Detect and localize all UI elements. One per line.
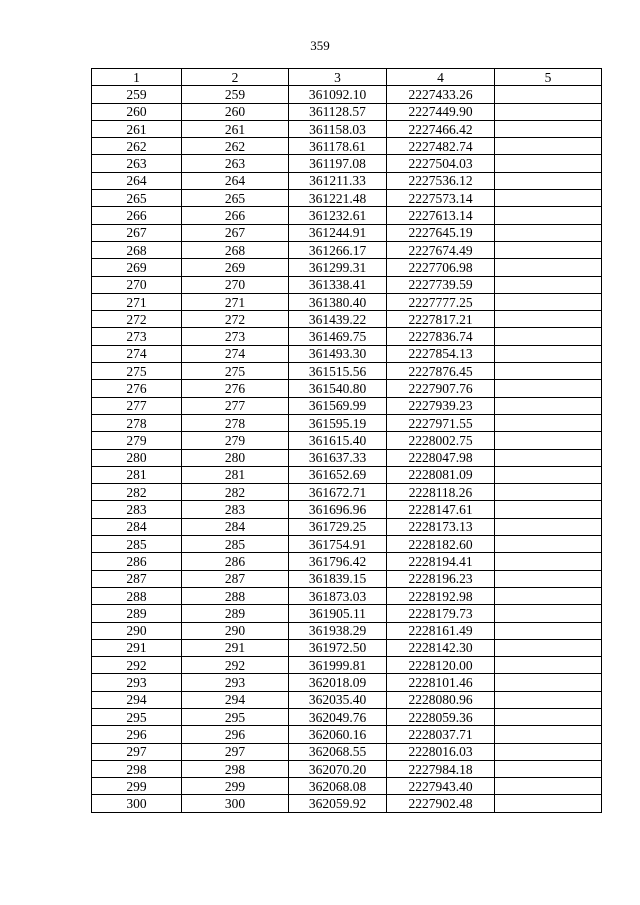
y-coordinate-cell: 2228182.60	[387, 536, 495, 553]
table-row	[92, 587, 602, 604]
note-cell	[495, 86, 602, 103]
point-number-cell: 264	[92, 172, 182, 189]
note-cell	[495, 224, 602, 241]
y-coordinate-cell: 2227939.23	[387, 397, 495, 414]
point-id-cell: 271	[182, 293, 289, 310]
point-id-cell: 297	[182, 743, 289, 760]
y-coordinate-cell: 2227504.03	[387, 155, 495, 172]
note-cell	[495, 103, 602, 120]
point-id-cell: 266	[182, 207, 289, 224]
x-coordinate-cell: 362049.76	[289, 708, 387, 725]
table-row	[92, 553, 602, 570]
y-coordinate-cell: 2227836.74	[387, 328, 495, 345]
point-number-cell: 263	[92, 155, 182, 172]
column-header-2: 2	[182, 69, 289, 86]
table-row	[92, 466, 602, 483]
point-number-cell: 270	[92, 276, 182, 293]
point-number-cell: 300	[92, 795, 182, 812]
x-coordinate-cell: 362070.20	[289, 760, 387, 777]
column-header-4: 4	[387, 69, 495, 86]
note-cell	[495, 414, 602, 431]
point-id-cell: 280	[182, 449, 289, 466]
x-coordinate-cell: 362018.09	[289, 674, 387, 691]
table-row	[92, 190, 602, 207]
point-number-cell: 299	[92, 778, 182, 795]
x-coordinate-cell: 361873.03	[289, 587, 387, 604]
point-number-cell: 272	[92, 311, 182, 328]
x-coordinate-cell: 361178.61	[289, 138, 387, 155]
point-id-cell: 287	[182, 570, 289, 587]
note-cell	[495, 674, 602, 691]
x-coordinate-cell: 361232.61	[289, 207, 387, 224]
table-row	[92, 155, 602, 172]
y-coordinate-cell: 2228147.61	[387, 501, 495, 518]
point-number-cell: 279	[92, 432, 182, 449]
point-id-cell: 274	[182, 345, 289, 362]
point-id-cell: 275	[182, 363, 289, 380]
note-cell	[495, 276, 602, 293]
point-id-cell: 300	[182, 795, 289, 812]
y-coordinate-cell: 2228080.96	[387, 691, 495, 708]
point-id-cell: 272	[182, 311, 289, 328]
note-cell	[495, 466, 602, 483]
point-id-cell: 265	[182, 190, 289, 207]
x-coordinate-cell: 362035.40	[289, 691, 387, 708]
x-coordinate-cell: 361221.48	[289, 190, 387, 207]
x-coordinate-cell: 361754.91	[289, 536, 387, 553]
table-header-row	[92, 69, 602, 86]
note-cell	[495, 726, 602, 743]
column-header-5: 5	[495, 69, 602, 86]
y-coordinate-cell: 2227777.25	[387, 293, 495, 310]
point-number-cell: 292	[92, 657, 182, 674]
table-row	[92, 86, 602, 103]
point-id-cell: 268	[182, 241, 289, 258]
x-coordinate-cell: 362059.92	[289, 795, 387, 812]
y-coordinate-cell: 2227739.59	[387, 276, 495, 293]
point-id-cell: 277	[182, 397, 289, 414]
x-coordinate-cell: 361672.71	[289, 484, 387, 501]
y-coordinate-cell: 2227984.18	[387, 760, 495, 777]
y-coordinate-cell: 2228016.03	[387, 743, 495, 760]
point-id-cell: 263	[182, 155, 289, 172]
point-number-cell: 280	[92, 449, 182, 466]
column-header-3: 3	[289, 69, 387, 86]
point-number-cell: 259	[92, 86, 182, 103]
table-row	[92, 172, 602, 189]
table-row	[92, 657, 602, 674]
point-number-cell: 268	[92, 241, 182, 258]
table-row	[92, 432, 602, 449]
y-coordinate-cell: 2228047.98	[387, 449, 495, 466]
x-coordinate-cell: 361839.15	[289, 570, 387, 587]
note-cell	[495, 380, 602, 397]
point-id-cell: 270	[182, 276, 289, 293]
note-cell	[495, 518, 602, 535]
point-id-cell: 260	[182, 103, 289, 120]
x-coordinate-cell: 361938.29	[289, 622, 387, 639]
point-id-cell: 264	[182, 172, 289, 189]
y-coordinate-cell: 2227433.26	[387, 86, 495, 103]
x-coordinate-cell: 362068.55	[289, 743, 387, 760]
point-number-cell: 289	[92, 605, 182, 622]
x-coordinate-cell: 361197.08	[289, 155, 387, 172]
x-coordinate-cell: 361999.81	[289, 657, 387, 674]
y-coordinate-cell: 2227645.19	[387, 224, 495, 241]
table-row	[92, 120, 602, 137]
table-row	[92, 484, 602, 501]
table-row	[92, 345, 602, 362]
x-coordinate-cell: 361266.17	[289, 241, 387, 258]
point-id-cell: 299	[182, 778, 289, 795]
point-id-cell: 290	[182, 622, 289, 639]
point-number-cell: 267	[92, 224, 182, 241]
y-coordinate-cell: 2228173.13	[387, 518, 495, 535]
y-coordinate-cell: 2227817.21	[387, 311, 495, 328]
point-id-cell: 284	[182, 518, 289, 535]
point-id-cell: 262	[182, 138, 289, 155]
point-id-cell: 286	[182, 553, 289, 570]
x-coordinate-cell: 361493.30	[289, 345, 387, 362]
point-number-cell: 285	[92, 536, 182, 553]
note-cell	[495, 622, 602, 639]
table-row	[92, 380, 602, 397]
point-id-cell: 288	[182, 587, 289, 604]
table-row	[92, 518, 602, 535]
point-id-cell: 269	[182, 259, 289, 276]
note-cell	[495, 155, 602, 172]
x-coordinate-cell: 361158.03	[289, 120, 387, 137]
note-cell	[495, 708, 602, 725]
table-row	[92, 536, 602, 553]
point-id-cell: 278	[182, 414, 289, 431]
y-coordinate-cell: 2228179.73	[387, 605, 495, 622]
note-cell	[495, 311, 602, 328]
note-cell	[495, 293, 602, 310]
point-id-cell: 293	[182, 674, 289, 691]
note-cell	[495, 639, 602, 656]
point-id-cell: 294	[182, 691, 289, 708]
point-number-cell: 297	[92, 743, 182, 760]
table-row	[92, 605, 602, 622]
page-number: 359	[310, 38, 330, 53]
point-number-cell: 281	[92, 466, 182, 483]
point-id-cell: 273	[182, 328, 289, 345]
note-cell	[495, 345, 602, 362]
y-coordinate-cell: 2228081.09	[387, 466, 495, 483]
x-coordinate-cell: 361652.69	[289, 466, 387, 483]
note-cell	[495, 190, 602, 207]
point-id-cell: 259	[182, 86, 289, 103]
note-cell	[495, 449, 602, 466]
table-row	[92, 138, 602, 155]
point-number-cell: 290	[92, 622, 182, 639]
note-cell	[495, 587, 602, 604]
point-id-cell: 292	[182, 657, 289, 674]
table-row	[92, 103, 602, 120]
point-number-cell: 286	[92, 553, 182, 570]
point-number-cell: 262	[92, 138, 182, 155]
point-number-cell: 295	[92, 708, 182, 725]
note-cell	[495, 657, 602, 674]
table-row	[92, 363, 602, 380]
y-coordinate-cell: 2227706.98	[387, 259, 495, 276]
table-row	[92, 397, 602, 414]
note-cell	[495, 536, 602, 553]
note-cell	[495, 743, 602, 760]
note-cell	[495, 138, 602, 155]
y-coordinate-cell: 2228196.23	[387, 570, 495, 587]
table-body	[92, 86, 602, 812]
table-row	[92, 259, 602, 276]
point-id-cell: 289	[182, 605, 289, 622]
y-coordinate-cell: 2228192.98	[387, 587, 495, 604]
y-coordinate-cell: 2227907.76	[387, 380, 495, 397]
note-cell	[495, 363, 602, 380]
note-cell	[495, 207, 602, 224]
note-cell	[495, 570, 602, 587]
point-number-cell: 283	[92, 501, 182, 518]
note-cell	[495, 484, 602, 501]
x-coordinate-cell: 361469.75	[289, 328, 387, 345]
x-coordinate-cell: 361439.22	[289, 311, 387, 328]
coordinates-table	[91, 68, 602, 813]
x-coordinate-cell: 361299.31	[289, 259, 387, 276]
point-number-cell: 288	[92, 587, 182, 604]
note-cell	[495, 795, 602, 812]
table-row	[92, 639, 602, 656]
note-cell	[495, 553, 602, 570]
note-cell	[495, 432, 602, 449]
point-number-cell: 298	[92, 760, 182, 777]
table-row	[92, 207, 602, 224]
x-coordinate-cell: 361540.80	[289, 380, 387, 397]
point-id-cell: 279	[182, 432, 289, 449]
note-cell	[495, 760, 602, 777]
note-cell	[495, 328, 602, 345]
table-row	[92, 674, 602, 691]
note-cell	[495, 172, 602, 189]
table-row	[92, 570, 602, 587]
point-number-cell: 284	[92, 518, 182, 535]
point-id-cell: 276	[182, 380, 289, 397]
point-number-cell: 278	[92, 414, 182, 431]
table-row	[92, 726, 602, 743]
y-coordinate-cell: 2228059.36	[387, 708, 495, 725]
table-row	[92, 743, 602, 760]
x-coordinate-cell: 361615.40	[289, 432, 387, 449]
note-cell	[495, 259, 602, 276]
point-number-cell: 277	[92, 397, 182, 414]
point-number-cell: 274	[92, 345, 182, 362]
point-number-cell: 266	[92, 207, 182, 224]
note-cell	[495, 691, 602, 708]
point-id-cell: 295	[182, 708, 289, 725]
point-number-cell: 276	[92, 380, 182, 397]
point-id-cell: 291	[182, 639, 289, 656]
point-number-cell: 261	[92, 120, 182, 137]
x-coordinate-cell: 361380.40	[289, 293, 387, 310]
x-coordinate-cell: 361569.99	[289, 397, 387, 414]
note-cell	[495, 501, 602, 518]
column-header-1: 1	[92, 69, 182, 86]
table-row	[92, 311, 602, 328]
point-id-cell: 281	[182, 466, 289, 483]
table-row	[92, 795, 602, 812]
table-row	[92, 501, 602, 518]
table-row	[92, 760, 602, 777]
y-coordinate-cell: 2228118.26	[387, 484, 495, 501]
y-coordinate-cell: 2228120.00	[387, 657, 495, 674]
point-id-cell: 298	[182, 760, 289, 777]
point-number-cell: 273	[92, 328, 182, 345]
note-cell	[495, 605, 602, 622]
table-row	[92, 708, 602, 725]
table-row	[92, 328, 602, 345]
y-coordinate-cell: 2228161.49	[387, 622, 495, 639]
y-coordinate-cell: 2227674.49	[387, 241, 495, 258]
table-row	[92, 224, 602, 241]
y-coordinate-cell: 2228101.46	[387, 674, 495, 691]
note-cell	[495, 397, 602, 414]
x-coordinate-cell: 362060.16	[289, 726, 387, 743]
y-coordinate-cell: 2227876.45	[387, 363, 495, 380]
x-coordinate-cell: 361515.56	[289, 363, 387, 380]
table-row	[92, 691, 602, 708]
point-number-cell: 265	[92, 190, 182, 207]
point-number-cell: 294	[92, 691, 182, 708]
table-row	[92, 414, 602, 431]
point-number-cell: 275	[92, 363, 182, 380]
x-coordinate-cell: 361637.33	[289, 449, 387, 466]
point-id-cell: 283	[182, 501, 289, 518]
note-cell	[495, 241, 602, 258]
x-coordinate-cell: 361128.57	[289, 103, 387, 120]
table-row	[92, 241, 602, 258]
y-coordinate-cell: 2227971.55	[387, 414, 495, 431]
point-number-cell: 282	[92, 484, 182, 501]
y-coordinate-cell: 2227854.13	[387, 345, 495, 362]
table-row	[92, 622, 602, 639]
y-coordinate-cell: 2227613.14	[387, 207, 495, 224]
x-coordinate-cell: 361595.19	[289, 414, 387, 431]
y-coordinate-cell: 2227573.14	[387, 190, 495, 207]
point-id-cell: 296	[182, 726, 289, 743]
y-coordinate-cell: 2227943.40	[387, 778, 495, 795]
y-coordinate-cell: 2228037.71	[387, 726, 495, 743]
x-coordinate-cell: 362068.08	[289, 778, 387, 795]
point-number-cell: 291	[92, 639, 182, 656]
x-coordinate-cell: 361796.42	[289, 553, 387, 570]
x-coordinate-cell: 361244.91	[289, 224, 387, 241]
y-coordinate-cell: 2227536.12	[387, 172, 495, 189]
x-coordinate-cell: 361211.33	[289, 172, 387, 189]
y-coordinate-cell: 2227902.48	[387, 795, 495, 812]
y-coordinate-cell: 2228194.41	[387, 553, 495, 570]
point-id-cell: 282	[182, 484, 289, 501]
point-number-cell: 269	[92, 259, 182, 276]
x-coordinate-cell: 361696.96	[289, 501, 387, 518]
point-id-cell: 267	[182, 224, 289, 241]
x-coordinate-cell: 361905.11	[289, 605, 387, 622]
x-coordinate-cell: 361972.50	[289, 639, 387, 656]
x-coordinate-cell: 361092.10	[289, 86, 387, 103]
table-row	[92, 449, 602, 466]
note-cell	[495, 778, 602, 795]
y-coordinate-cell: 2227482.74	[387, 138, 495, 155]
point-number-cell: 287	[92, 570, 182, 587]
table-row	[92, 778, 602, 795]
point-number-cell: 271	[92, 293, 182, 310]
point-number-cell: 296	[92, 726, 182, 743]
y-coordinate-cell: 2227449.90	[387, 103, 495, 120]
table-row	[92, 276, 602, 293]
point-id-cell: 261	[182, 120, 289, 137]
y-coordinate-cell: 2227466.42	[387, 120, 495, 137]
x-coordinate-cell: 361729.25	[289, 518, 387, 535]
point-id-cell: 285	[182, 536, 289, 553]
point-number-cell: 293	[92, 674, 182, 691]
note-cell	[495, 120, 602, 137]
y-coordinate-cell: 2228142.30	[387, 639, 495, 656]
x-coordinate-cell: 361338.41	[289, 276, 387, 293]
point-number-cell: 260	[92, 103, 182, 120]
y-coordinate-cell: 2228002.75	[387, 432, 495, 449]
table-row	[92, 293, 602, 310]
